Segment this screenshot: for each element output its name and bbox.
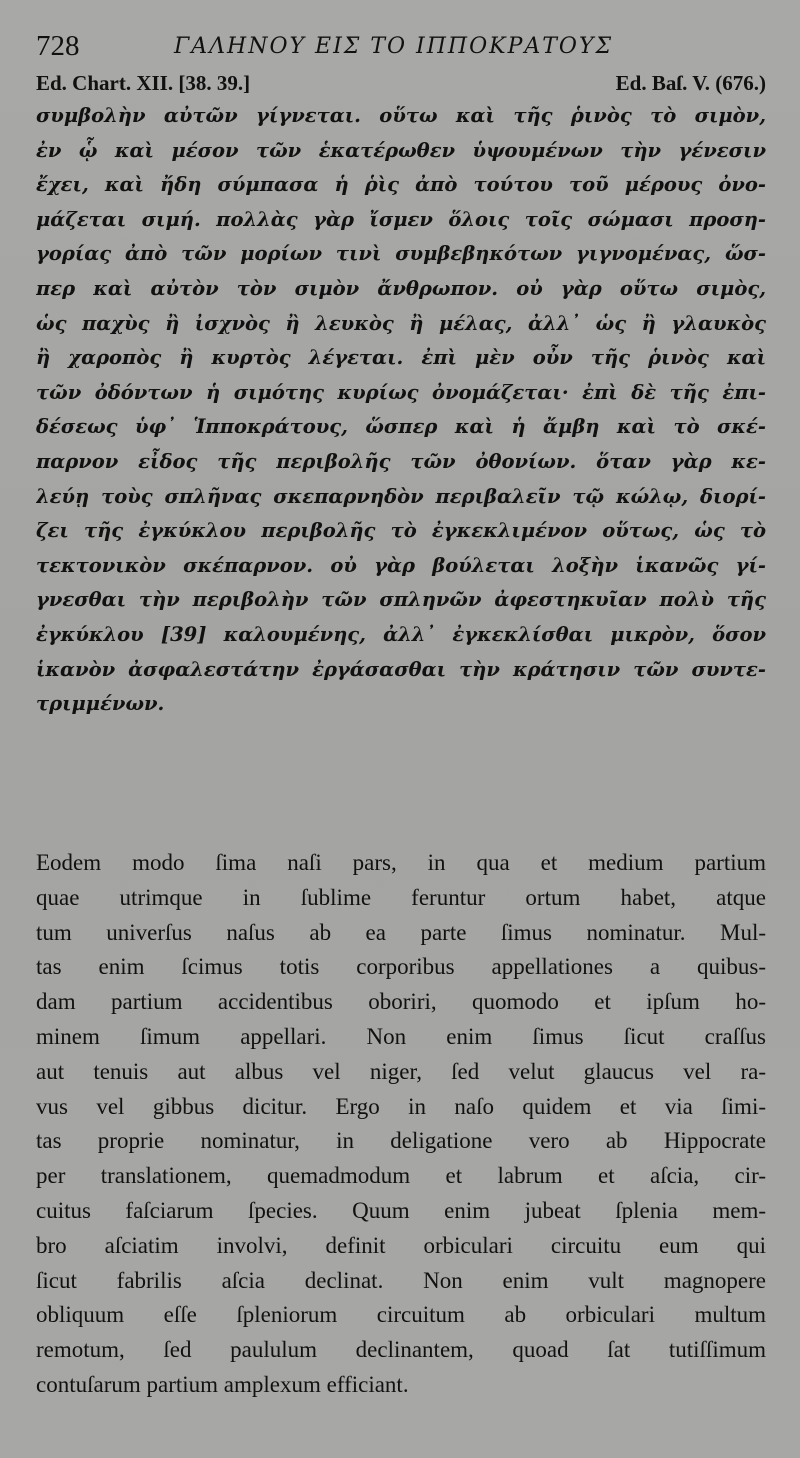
edition-reference-line	[36, 70, 766, 98]
page-header	[36, 28, 766, 68]
latin-line: dam partium accidentibus oboriri, quomodo et ipſum ho-	[36, 989, 766, 1015]
greek-line: τῶν ὀδόντων ἡ σιμότης κυρίως ὀνομάζεται· ἐπὶ δὲ τῆς ἐπι-	[36, 380, 766, 404]
greek-line: ἢ χαροπὸς ἢ κυρτὸς λέγεται. ἐπὶ μὲν οὖν τῆς ῥινὸς καὶ	[36, 346, 766, 370]
greek-line: τεκτονικὸν σκέπαρνον. οὐ γὰρ βούλεται λοξὴν ἱκανῶς γί-	[36, 553, 766, 577]
latin-line: bro aſciatim involvi, definit orbiculari circuitu eum qui	[36, 1232, 766, 1258]
greek-line: λεύῃ τοὺς σπλῆνας σκεπαρνηδὸν περιβαλεῖν τῷ κώλῳ, διορί-	[36, 484, 766, 508]
latin-line: contuſarum partium amplexum efficiant.	[36, 1371, 409, 1397]
greek-line: μάζεται σιμή. πολλὰς γὰρ ἴσμεν ὅλοις τοῖς σώμασι προση-	[36, 207, 766, 231]
greek-line: ἱκανὸν ἀσφαλεστάτην ἐργάσασθαι τὴν κράτησιν τῶν συντε-	[36, 657, 766, 681]
latin-line: tas enim ſcimus totis corporibus appellationes a quibus-	[36, 954, 766, 980]
latin-line: per translationem, quemadmodum et labrum et aſcia, cir-	[36, 1163, 766, 1189]
greek-line: ἐν ᾧ καὶ μέσον τῶν ἑκατέρωθεν ὑψουμένων τὴν γένεσιν	[36, 138, 766, 162]
latin-line: obliquum eſſe ſpleniorum circuitum ab orbiculari multum	[36, 1302, 766, 1328]
greek-line: περ καὶ αὐτὸν τὸν σιμὸν ἄνθρωπον. οὐ γὰρ οὕτω σιμὸς,	[36, 276, 766, 300]
greek-line: συμβολὴν αὐτῶν γίγνεται. οὕτω καὶ τῆς ῥινὸς τὸ σιμὸν,	[36, 104, 766, 127]
greek-line: δέσεως ὑφ᾽ Ἱπποκράτους, ὥσπερ καὶ ἡ ἄμβη καὶ τὸ σκέ-	[36, 415, 766, 439]
greek-line: ζει τῆς ἐγκύκλου περιβολῆς τὸ ἐγκεκλιμένον οὕτως, ὡς τὸ	[36, 519, 766, 543]
running-title: ΓΑΛΗΝΟΥ ΕΙΣ ΤΟ ΙΠΠΟΚΡΑΤΟΥΣ	[174, 34, 614, 59]
latin-line: minem ſimum appellari. Non enim ſimus ſicut craſſus	[36, 1023, 766, 1049]
edition-basel-ref: Ed. Baſ. V. (676.)	[615, 71, 766, 95]
edition-chartier-ref: Ed. Chart. XII. [38. 39.]	[36, 71, 251, 95]
greek-text-block	[36, 99, 766, 722]
greek-line: τριμμένων.	[36, 692, 165, 716]
latin-line: cuitus faſciarum ſpecies. Quum enim jubeat ſplenia mem-	[36, 1197, 766, 1223]
greek-line: ἐγκύκλου [39] καλουμένης, ἀλλ᾽ ἐγκεκλίσθαι μικρὸν, ὅσον	[36, 622, 766, 646]
latin-line: aut tenuis aut albus vel niger, ſed velut glaucus vel ra-	[36, 1058, 766, 1084]
page-number: 728	[36, 30, 80, 62]
latin-text-block	[36, 846, 766, 1403]
latin-line: remotum, ſed paululum declinantem, quoad ſat tutiſſimum	[36, 1337, 766, 1363]
latin-line: tum univerſus naſus ab ea parte ſimus nominatur. Mul-	[36, 919, 766, 945]
latin-line: ſicut fabrilis aſcia declinat. Non enim vult magnopere	[36, 1267, 766, 1293]
latin-line: vus vel gibbus dicitur. Ergo in naſo quidem et via ſimi-	[36, 1093, 766, 1119]
greek-line: ὡς παχὺς ἢ ἰσχνὸς ἢ λευκὸς ἢ μέλας, ἀλλ᾽ ὡς ἢ γλαυκὸς	[36, 311, 766, 335]
latin-line: Eodem modo ſima naſi pars, in qua et medium partium	[36, 850, 766, 875]
latin-line: quae utrimque in ſublime feruntur ortum habet, atque	[36, 884, 766, 910]
greek-line: γορίας ἀπὸ τῶν μορίων τινὶ συμβεβηκότων γιγνομένας, ὥσ-	[36, 242, 766, 266]
greek-line: γνεσθαι τὴν περιβολὴν τῶν σπληνῶν ἀφεστηκυῖαν πολὺ τῆς	[36, 588, 766, 612]
greek-line: ἔχει, καὶ ἤδη σύμπασα ἡ ῥὶς ἀπὸ τούτου τοῦ μέρους ὀνο-	[36, 173, 766, 197]
latin-line: tas proprie nominatur, in deligatione vero ab Hippocrate	[36, 1128, 766, 1154]
greek-line: παρνον εἶδος τῆς περιβολῆς τῶν ὀθονίων. ὅταν γὰρ κε-	[36, 449, 766, 473]
